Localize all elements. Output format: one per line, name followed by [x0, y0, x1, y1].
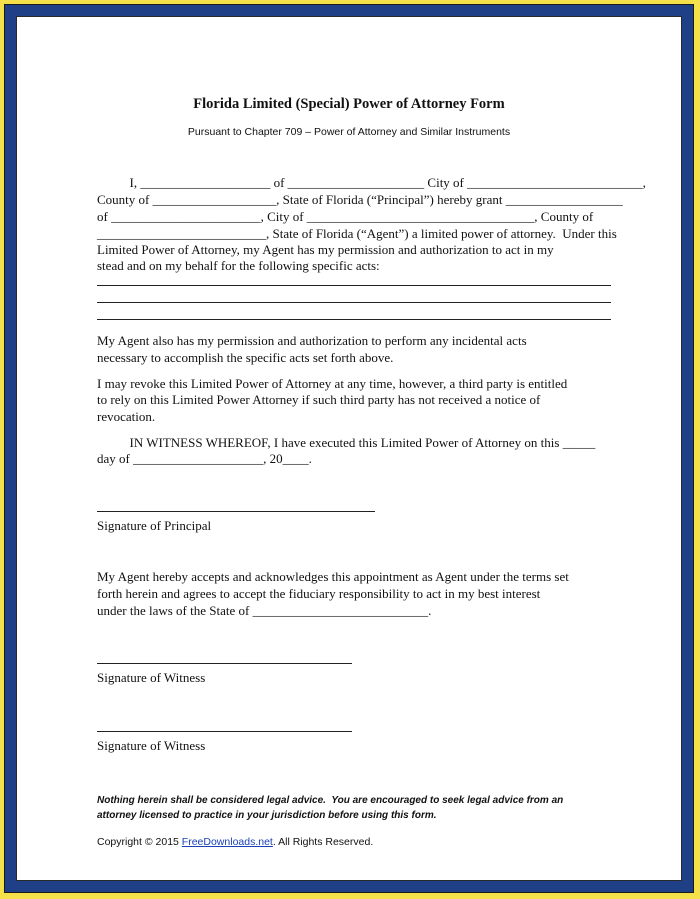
agent-acceptance-line: under the laws of the State of ___________________________.	[97, 603, 432, 618]
witness-2-signature-line	[97, 731, 352, 732]
outer-frame	[4, 4, 694, 893]
witness-whereof-line: IN WITNESS WHEREOF, I have executed this Limited Power of Attorney on this _____	[97, 435, 596, 450]
revoke-line: revocation.	[97, 409, 156, 424]
blank-act-line	[97, 319, 611, 320]
revoke-line: to rely on this Limited Power Attorney if such third party has not received a notice of	[97, 392, 541, 407]
blank-act-line	[97, 302, 611, 303]
disclaimer-line: Nothing herein shall be considered legal advice. You are encouraged to seek legal advice from an	[97, 795, 564, 806]
signature-witness-2-label: Signature of Witness	[97, 738, 206, 753]
principal-signature-line	[97, 511, 375, 512]
grant-line: Limited Power of Attorney, my Agent has my permission and authorization to act in my	[97, 242, 554, 257]
grant-line: __________________________, State of Florida (“Agent”) a limited power of attorney. Under this	[97, 226, 617, 241]
blank-act-line	[97, 285, 611, 286]
copyright-notice	[97, 836, 373, 848]
grant-line: stead and on my behalf for the following specific acts:	[97, 258, 380, 273]
document-subtitle: Pursuant to Chapter 709 – Power of Attorney and Similar Instruments	[187, 126, 511, 138]
witness-whereof-line: day of ____________________, 20____.	[97, 451, 312, 466]
document-title: Florida Limited (Special) Power of Attorney Form	[193, 96, 505, 112]
copyright-suffix: . All Rights Reserved.	[272, 836, 374, 848]
freedownloads-link[interactable]: FreeDownloads.net	[181, 836, 273, 848]
grant-line: of _______________________, City of ___________________________________, County of	[97, 209, 594, 224]
revoke-line: I may revoke this Limited Power of Attorney at any time, however, a third party is entitled	[97, 376, 568, 391]
witness-1-signature-line	[97, 663, 352, 664]
document-page	[16, 16, 682, 881]
agent-acceptance-line: My Agent hereby accepts and acknowledges this appointment as Agent under the terms set	[97, 569, 569, 584]
agent-acceptance-line: forth herein and agrees to accept the fiduciary responsibility to act in my best interest	[97, 586, 541, 601]
signature-principal-label: Signature of Principal	[97, 518, 212, 533]
incidental-line: necessary to accomplish the specific acts set forth above.	[97, 350, 394, 365]
grant-line: County of ___________________, State of Florida (“Principal”) hereby grant __________________	[97, 192, 623, 207]
signature-witness-1-label: Signature of Witness	[97, 670, 206, 685]
grant-line: I, ____________________ of _____________________ City of ___________________________,	[97, 175, 646, 190]
incidental-line: My Agent also has my permission and authorization to perform any incidental acts	[97, 333, 527, 348]
disclaimer-line: attorney licensed to practice in your jurisdiction before using this form.	[97, 810, 437, 821]
copyright-prefix: Copyright © 2015	[97, 836, 182, 848]
